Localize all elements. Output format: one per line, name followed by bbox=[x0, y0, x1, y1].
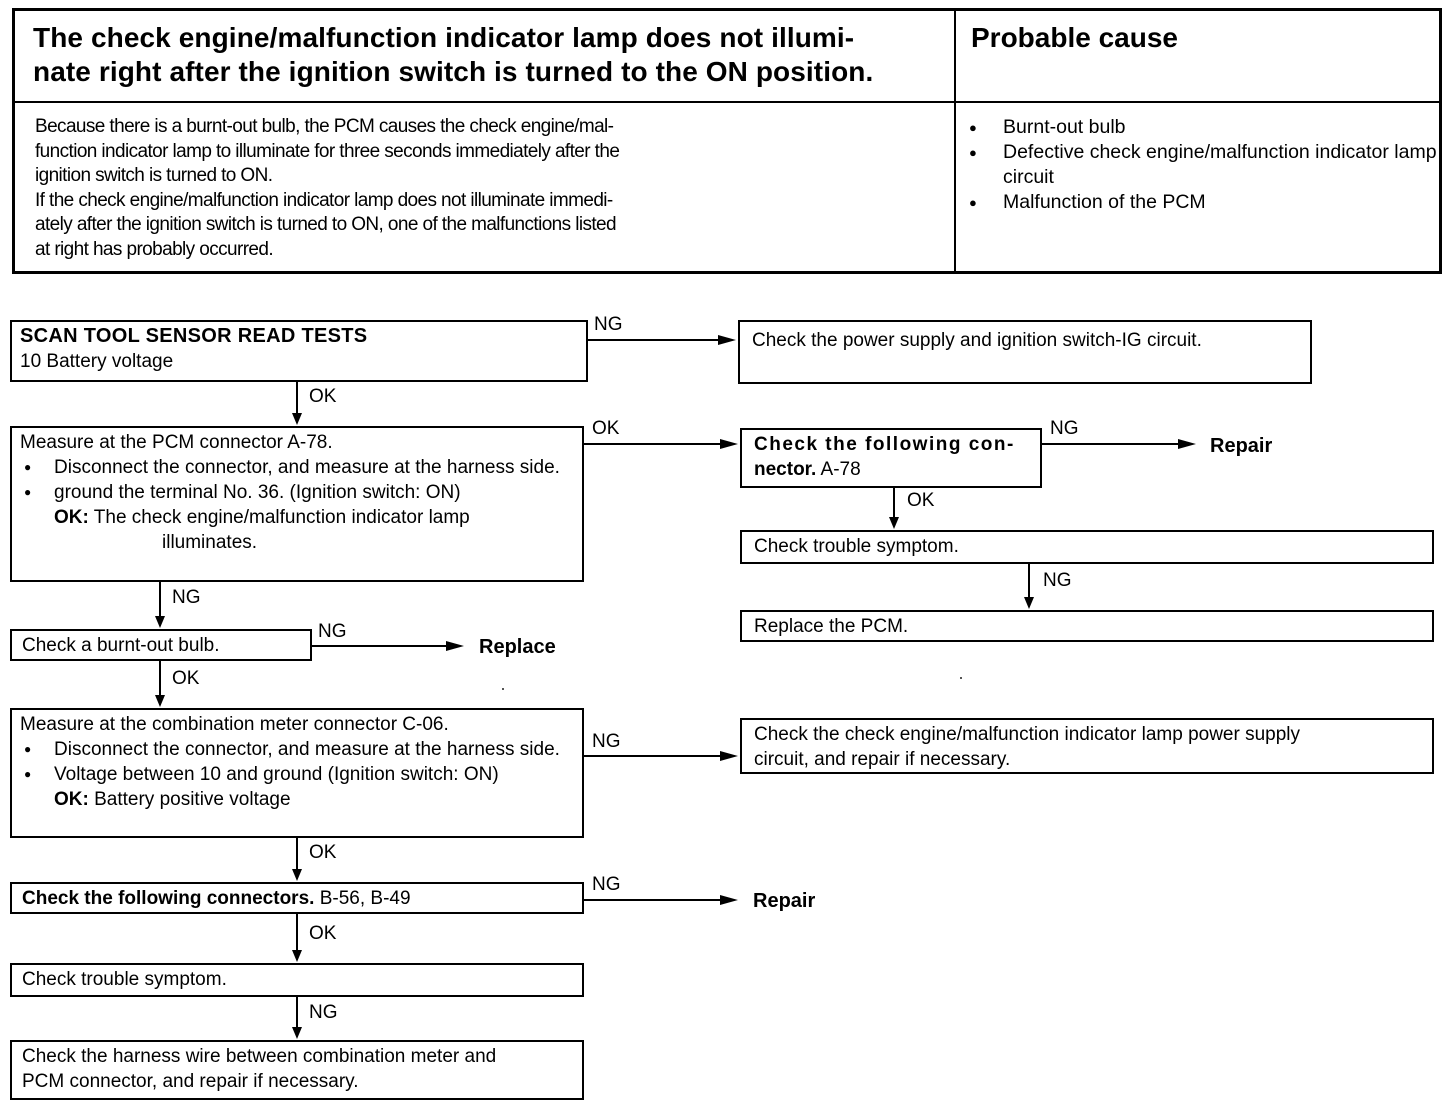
probable-cause-list bbox=[963, 115, 1443, 215]
arrow-right-icon bbox=[446, 641, 464, 651]
connector-line bbox=[312, 645, 446, 647]
ok-text: Battery positive voltage bbox=[94, 789, 291, 810]
ok-flow-label: OK bbox=[309, 842, 337, 863]
scan-speck bbox=[502, 688, 504, 690]
ng-label: NG bbox=[594, 314, 623, 335]
connector-line bbox=[159, 661, 161, 695]
pcm-measure-box bbox=[10, 426, 584, 582]
description-line: at right has probably occurred. bbox=[35, 238, 274, 260]
harness-wire-text: PCM connector, and repair if necessary. bbox=[22, 1071, 359, 1092]
arrow-down-icon bbox=[292, 1027, 302, 1039]
ok-text: The check engine/malfunction indicator lamp bbox=[93, 507, 470, 528]
connector-line bbox=[1028, 564, 1030, 598]
arrow-right-icon bbox=[1178, 439, 1196, 449]
connector-line bbox=[584, 899, 720, 901]
description-line: function indicator lamp to illuminate for three seconds immediately after the bbox=[35, 140, 620, 162]
arrow-right-icon bbox=[718, 335, 736, 345]
combo-measure-title: Measure at the combination meter connector C-06. bbox=[20, 714, 449, 735]
description-line: Because there is a burnt-out bulb, the PCM causes the check engine/mal- bbox=[35, 116, 614, 137]
combo-ok-condition bbox=[20, 787, 574, 812]
ng-label: NG bbox=[172, 587, 201, 608]
step-item: ● Disconnect the connector, and measure at the harness side. bbox=[20, 737, 574, 762]
connector-codes: B-56, B-49 bbox=[319, 888, 411, 909]
scan-tool-item: 10 Battery voltage bbox=[20, 351, 174, 372]
lamp-power-text: Check the check engine/malfunction indicator lamp power supply bbox=[754, 724, 1301, 745]
replace-pcm-box bbox=[740, 610, 1434, 642]
ng-label: NG bbox=[1043, 570, 1072, 591]
connector-line bbox=[296, 838, 298, 870]
ok-text: illuminates. bbox=[162, 532, 258, 553]
ok-flow-label: OK bbox=[309, 386, 337, 407]
check-a78-box bbox=[740, 428, 1042, 488]
trouble-symptom-box-2 bbox=[10, 963, 584, 997]
check-a78-text: nector. bbox=[754, 459, 817, 480]
table-row-divider bbox=[15, 101, 1439, 103]
scan-tool-title: SCAN TOOL SENSOR READ TESTS bbox=[20, 325, 368, 347]
probable-cause-title: Probable cause bbox=[971, 22, 1178, 53]
ok-label: OK: bbox=[54, 789, 89, 810]
check-a78-text: Check the following con- bbox=[754, 434, 1015, 455]
description-line: If the check engine/malfunction indicator lamp does not illuminate immedi- bbox=[35, 189, 613, 211]
ok-flow-label: OK bbox=[592, 418, 620, 439]
arrow-down-icon bbox=[1024, 597, 1034, 609]
repair-action: Repair bbox=[753, 890, 816, 912]
harness-wire-box bbox=[10, 1040, 584, 1100]
symptom-description bbox=[35, 115, 755, 262]
power-supply-text: Check the power supply and ignition switch-IG circuit. bbox=[752, 330, 1202, 351]
cause-item: ● Burnt-out bulb bbox=[963, 115, 1443, 140]
symptom-title: The check engine/malfunction indicator lamp does not illumi- nate right after the ignition switch is turned to the ON position. bbox=[33, 22, 874, 87]
ng-label: NG bbox=[1050, 418, 1079, 439]
replace-action: Replace bbox=[479, 636, 556, 658]
ok-flow-label: OK bbox=[907, 490, 935, 511]
arrow-down-icon bbox=[292, 950, 302, 962]
connector-code: A-78 bbox=[820, 459, 861, 480]
description-line: ately after the ignition switch is turned to ON, one of the malfunctions listed bbox=[35, 214, 616, 235]
description-line: ignition switch is turned to ON. bbox=[35, 165, 273, 186]
arrow-down-icon bbox=[292, 413, 302, 425]
ng-label: NG bbox=[309, 1002, 338, 1023]
arrow-right-icon bbox=[720, 439, 738, 449]
cause-item: ● Malfunction of the PCM bbox=[963, 190, 1443, 215]
symptom-table bbox=[12, 8, 1442, 274]
combo-meter-measure-box bbox=[10, 708, 584, 838]
cause-item: ● Defective check engine/malfunction indicator lamp circuit bbox=[963, 140, 1443, 190]
trouble-symptom-text: Check trouble symptom. bbox=[22, 969, 227, 990]
connector-line bbox=[584, 443, 720, 445]
connector-line bbox=[588, 339, 718, 341]
step-item: ● Voltage between 10 and ground (Ignition switch: ON) bbox=[20, 762, 574, 787]
lamp-power-box bbox=[740, 718, 1434, 774]
connector-line bbox=[296, 914, 298, 951]
check-b-connectors-box bbox=[10, 882, 584, 914]
repair-action: Repair bbox=[1210, 435, 1273, 457]
scan-tool-box bbox=[10, 320, 588, 382]
replace-pcm-text: Replace the PCM. bbox=[754, 616, 909, 637]
arrow-down-icon bbox=[155, 616, 165, 628]
ok-flow-label: OK bbox=[309, 923, 337, 944]
connector-line bbox=[893, 488, 895, 518]
connector-line bbox=[584, 755, 720, 757]
pcm-measure-title: Measure at the PCM connector A-78. bbox=[20, 432, 333, 453]
connector-line bbox=[296, 382, 298, 414]
connector-line bbox=[159, 582, 161, 616]
connector-line bbox=[296, 997, 298, 1028]
ok-flow-label: OK bbox=[172, 668, 200, 689]
arrow-down-icon bbox=[155, 695, 165, 707]
lamp-power-text: circuit, and repair if necessary. bbox=[754, 749, 1011, 770]
ng-label: NG bbox=[592, 874, 621, 895]
trouble-symptom-box bbox=[740, 530, 1434, 564]
arrow-down-icon bbox=[889, 517, 899, 529]
power-supply-box bbox=[738, 320, 1312, 384]
ng-label: NG bbox=[318, 621, 347, 642]
arrow-right-icon bbox=[720, 751, 738, 761]
bulb-check-text: Check a burnt-out bulb. bbox=[22, 635, 220, 656]
arrow-right-icon bbox=[720, 895, 738, 905]
harness-wire-text: Check the harness wire between combination meter and bbox=[22, 1046, 497, 1067]
ok-label: OK: bbox=[54, 507, 89, 528]
table-column-divider bbox=[954, 11, 956, 271]
connector-line bbox=[1042, 443, 1178, 445]
check-b-text: Check the following connectors. bbox=[22, 888, 315, 909]
step-item: ● ground the terminal No. 36. (Ignition switch: ON) bbox=[20, 480, 574, 505]
ng-label: NG bbox=[592, 731, 621, 752]
bulb-check-box bbox=[10, 629, 312, 661]
scan-speck bbox=[960, 677, 962, 679]
trouble-symptom-text: Check trouble symptom. bbox=[754, 536, 959, 557]
arrow-down-icon bbox=[292, 869, 302, 881]
step-item: ● Disconnect the connector, and measure at the harness side. bbox=[20, 455, 574, 480]
pcm-measure-steps bbox=[20, 455, 574, 505]
pcm-ok-condition bbox=[20, 505, 574, 555]
combo-measure-steps bbox=[20, 737, 574, 787]
